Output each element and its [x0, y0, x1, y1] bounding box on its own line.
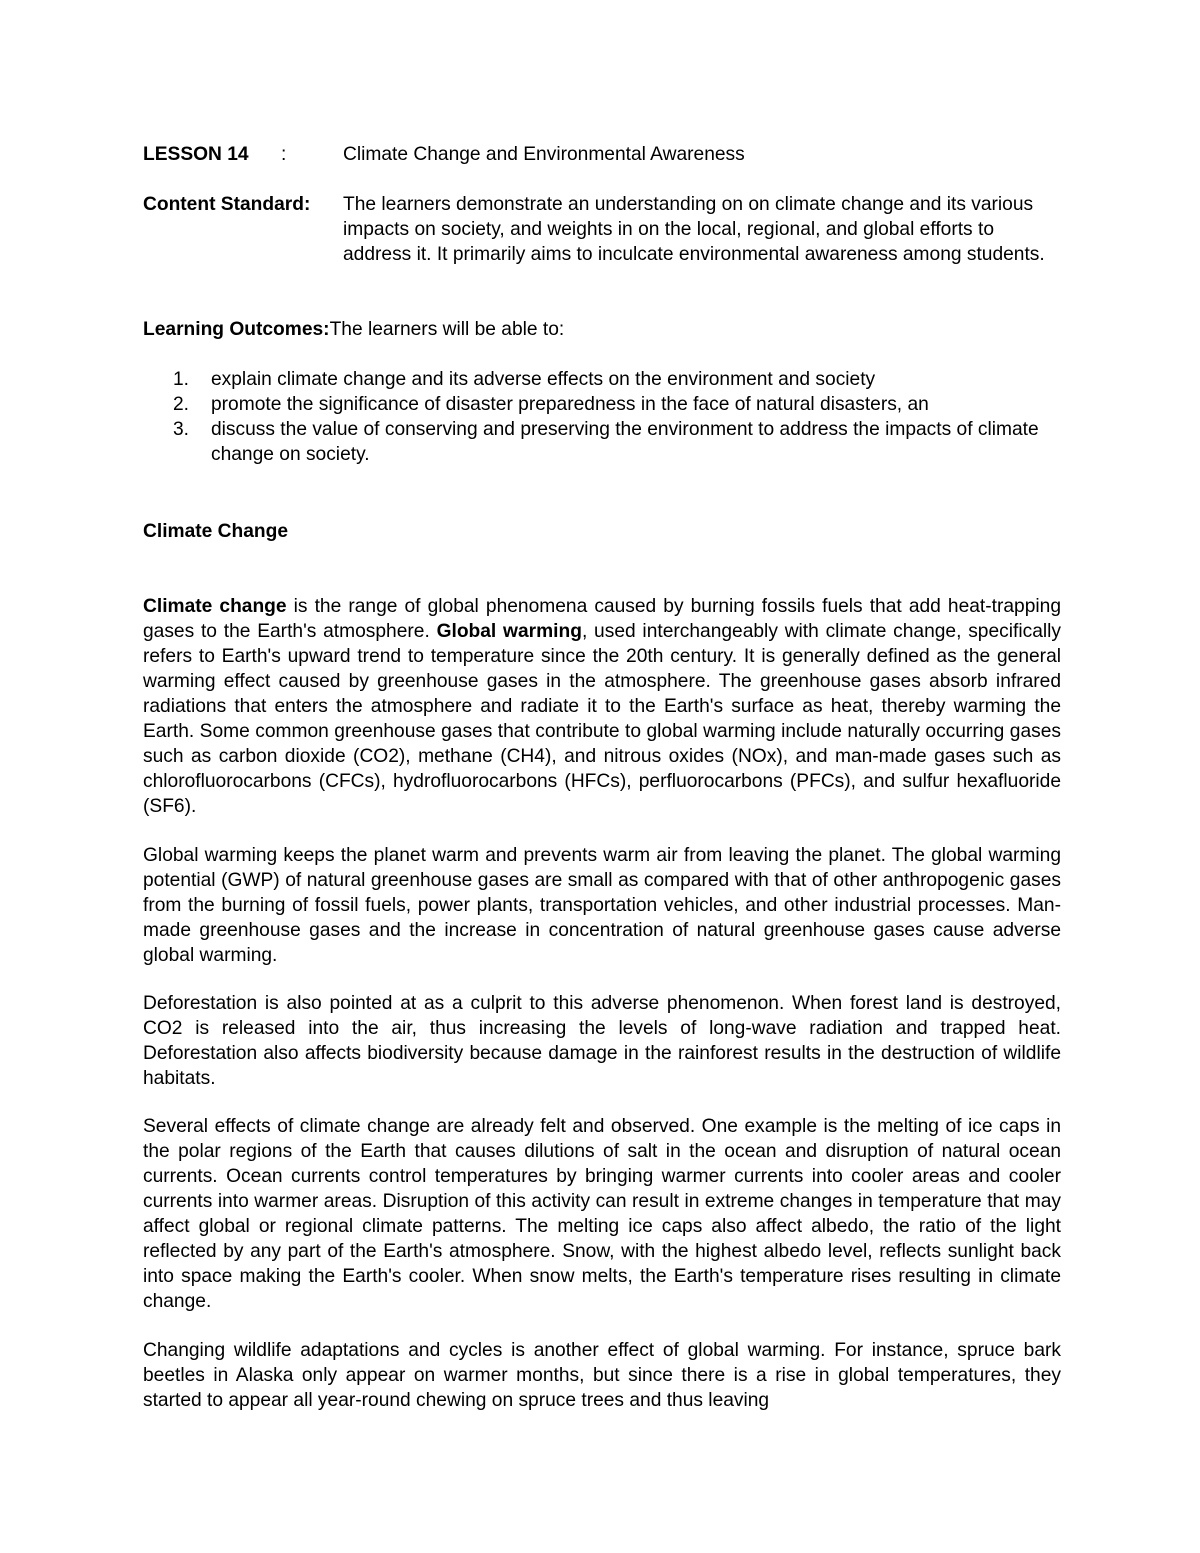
paragraph-text: is the range of global phenomena caused by burning fossils fuels that add heat-trapping gases to the Earth's atmosphere.	[143, 596, 1061, 642]
lesson-colon: :	[281, 144, 287, 165]
paragraph-global-warming: Global warming keeps the planet warm and prevents warm air from leaving the planet. The global warming potential (GWP) of natural greenhouse gases are small as compared with that of other anthropogenic gases from the burning of fossil fuels, power plants, transportation vehicles, and other industrial processes. Man-made greenhouse gases and the increase in concentration of natural greenhouse gases cause adverse global warming.	[143, 845, 1061, 966]
term-global-warming: Global warming	[436, 621, 582, 642]
term-climate-change: Climate change	[143, 596, 287, 617]
content-standard-label: Content Standard:	[143, 194, 311, 215]
paragraph-climate-change	[143, 594, 1061, 819]
list-item	[143, 392, 1063, 417]
learning-outcomes-intro: The learners will be able to:	[329, 319, 565, 340]
learning-outcomes-row	[143, 317, 1063, 342]
lesson-label: LESSON 14	[143, 144, 249, 165]
paragraph-deforestation: Deforestation is also pointed at as a culprit to this adverse phenomenon. When forest land is destroyed, CO2 is released into the air, thus increasing the levels of long-wave radiation and trapped heat. Deforestation also affects biodiversity because damage in the rainforest results in the destruction of wildlife habitats.	[143, 993, 1061, 1089]
list-item-text: explain climate change and its adverse effects on the environment and society	[211, 369, 876, 390]
paragraph-effects: Several effects of climate change are already felt and observed. One example is the melting of ice caps in the polar regions of the Earth that causes dilutions of salt in the ocean and disruption of natural ocean currents. Ocean currents control temperatures by bringing warmer currents into cooler areas and cooler currents into warmer areas. Disruption of this activity can result in extreme changes in temperature that may affect global or regional climate patterns. The melting ice caps also affect albedo, the ratio of the light reflected by any part of the Earth's atmosphere. Snow, with the highest albedo level, reflects sunlight back into space making the Earth's cooler. When snow melts, the Earth's temperature rises resulting in climate change.	[143, 1116, 1061, 1312]
list-item-text: promote the significance of disaster preparedness in the face of natural disasters, an	[211, 394, 929, 415]
learning-outcomes-label: Learning Outcomes:	[143, 319, 330, 340]
learning-outcomes-list	[143, 367, 1063, 467]
list-item-text: discuss the value of conserving and preserving the environment to address the impacts of climate change on society.	[211, 419, 1039, 465]
paragraph-wildlife: Changing wildlife adaptations and cycles is another effect of global warming. For instance, spruce bark beetles in Alaska only appear on warmer months, but since there is a rise in global temperatures, they started to appear all year-round chewing on spruce trees and thus leaving	[143, 1340, 1061, 1411]
list-number: 1.	[173, 369, 190, 390]
list-number: 3.	[173, 419, 190, 440]
list-item	[143, 417, 1063, 467]
lesson-title: Climate Change and Environmental Awareness	[343, 144, 745, 165]
paragraph-text: , used interchangeably with climate change, specifically refers to Earth's upward trend to temperature since the 20th century. It is generally defined as the general warming effect caused by greenhouse gases in the atmosphere. The greenhouse gases absorb infrared radiations that enters the atmosphere and radiate it to the Earth's surface as heat, thereby warming the Earth. Some common greenhouse gases that contribute to global warming include naturally occurring gases such as carbon dioxide (CO2), methane (CH4), and nitrous oxides (NOx), and man-made gases such as chlorofluorocarbons (CFCs), hydrofluorocarbons (HFCs), perfluorocarbons (PFCs), and sulfur hexafluoride (SF6).	[143, 621, 1061, 817]
list-item	[143, 367, 1063, 392]
list-number: 2.	[173, 394, 190, 415]
section-heading: Climate Change	[143, 521, 289, 542]
content-standard-text: The learners demonstrate an understanding on on climate change and its various impacts on society, and weights in on the local, regional, and global efforts to address it. It primarily aims to inculcate environmental awareness among students.	[343, 194, 1045, 265]
